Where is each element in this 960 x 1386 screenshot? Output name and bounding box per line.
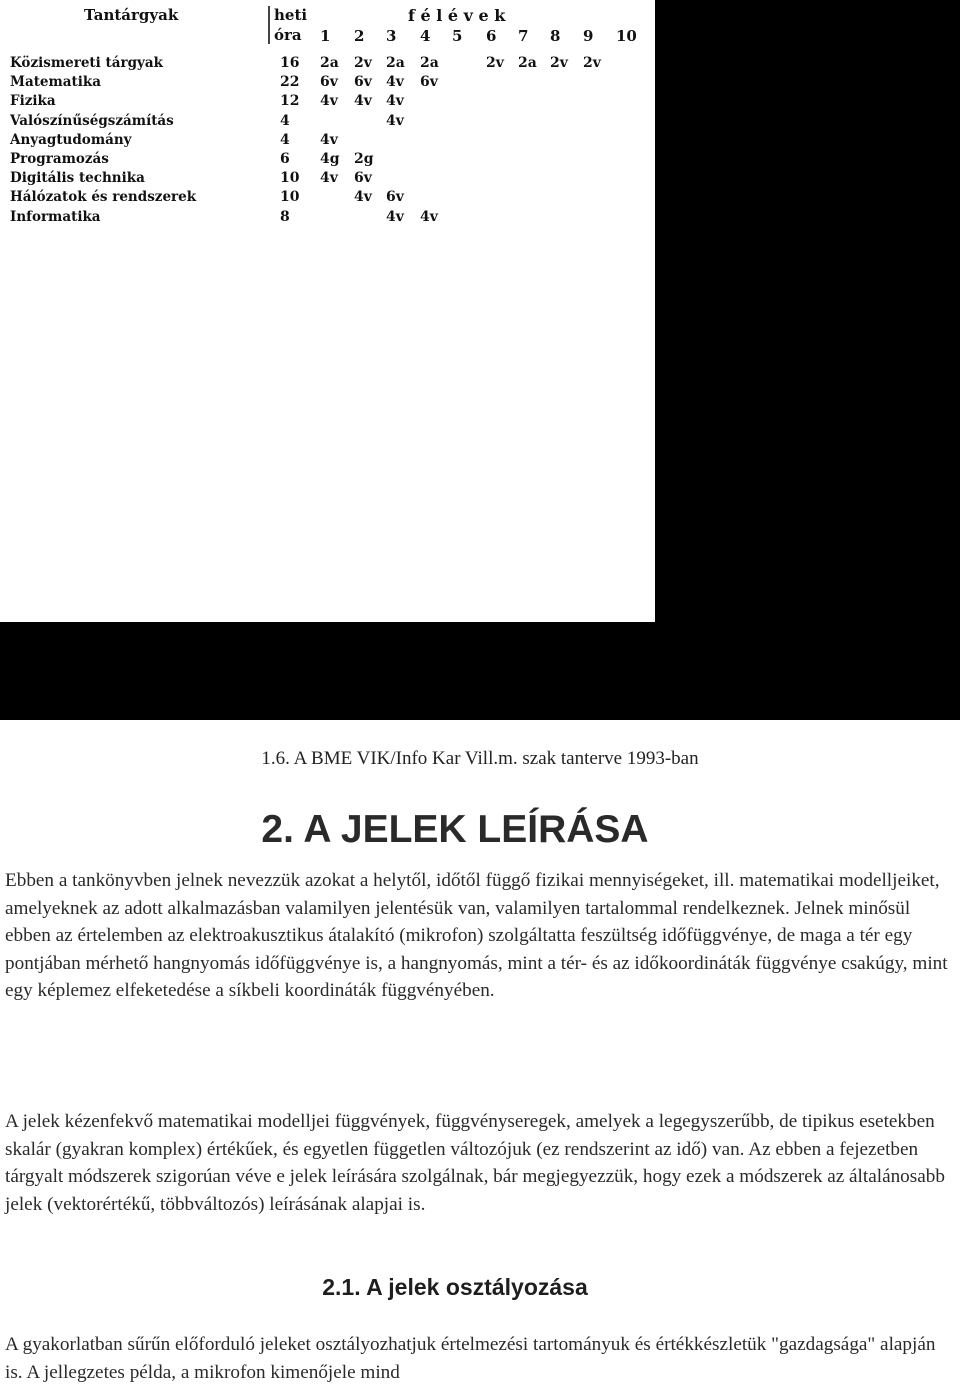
hours-header-line1: heti — [274, 6, 308, 24]
semester-cell: 4v — [386, 208, 404, 225]
weekly-hours: 4 — [280, 112, 290, 129]
semester-number: 10 — [616, 27, 637, 45]
paragraph-3: A gyakorlatban sűrűn előforduló jeleket osztályozhatjuk értelmezési tartományuk és értékkészletük "gazdagsága" alapján is. A jellegzetes példa, a mikrofon kimenőjele mind — [5, 1334, 936, 1383]
curriculum-table-scan — [0, 0, 655, 622]
semester-number: 5 — [452, 27, 463, 45]
semester-cell: 2v — [583, 55, 601, 71]
figure-caption: 1.6. A BME VIK/Info Kar Vill.m. szak tanterve 1993-ban — [261, 748, 699, 769]
chapter-title: 2. A JELEK LEÍRÁSA — [261, 808, 649, 851]
weekly-hours: 4 — [280, 131, 290, 148]
semester-number: 2 — [354, 27, 365, 45]
semester-cell: 6v — [320, 74, 338, 91]
weekly-hours: 8 — [280, 208, 290, 225]
semesters-header: f é l é v e k — [408, 6, 506, 25]
semester-cell: 4v — [386, 112, 404, 129]
paragraph-1: Ebben a tankönyvben jelnek nevezzük azokat a helytől, időtől függő fizikai mennyiségeket, ill. matematikai modelljeiket, amelyeknek az adott alkalmazásban valamilyen jelentésük van, valamilyen tartalommal rendelkeznek. Jelnek minősül ebben az értelemben az elektroakusztikus átalakító (mikrofon) szolgáltatta feszültség időfüggvénye, de maga a tér egy pontjában mérhető hangnyomás időfüggvénye is, a hangnyomás, mint a tér- és az időkoordináták függvénye csakúgy, mint egy képlemez elfeketedése a síkbeli koordináták függvényében. — [5, 870, 948, 1002]
semester-cell: 2v — [354, 55, 372, 71]
subject-name: Matematika — [10, 74, 102, 91]
semester-cell: 6v — [420, 74, 438, 91]
subject-name: Közismereti tárgyak — [10, 55, 163, 71]
subject-name: Programozás — [10, 151, 109, 167]
weekly-hours: 22 — [280, 74, 300, 91]
semester-cell: 4v — [386, 93, 404, 110]
weekly-hours: 10 — [280, 170, 300, 187]
semester-cell: 4v — [320, 131, 338, 148]
semester-cell: 2a — [518, 55, 537, 71]
semester-cell: 4g — [320, 151, 340, 167]
subject-name: Digitális technika — [10, 170, 145, 187]
semester-cell: 4v — [320, 93, 338, 110]
weekly-hours: 6 — [280, 151, 290, 167]
semester-cell: 4v — [320, 170, 338, 187]
weekly-hours: 16 — [280, 55, 300, 71]
semester-cell: 2a — [420, 55, 439, 71]
semester-number: 7 — [518, 27, 529, 45]
paragraph-2: A jelek kézenfekvő matematikai modelljei függvények, függvényseregek, amelyek a legegyszerűbb, de tipikus esetekben skalár (gyakran komplex) értékűek, és egyetlen független változójuk (ez rendszerint az idő) van. Az ebben a fejezetben tárgyalt módszerek szigorúan véve e jelek leírására szolgálnak, bár megjegyezzük, hogy ezek a módszerek az általánosabb jelek (vektorértékű, többváltozós) leírásának alapjai is. — [5, 1111, 945, 1215]
subject-name: Informatika — [10, 208, 101, 225]
semester-number: 4 — [420, 27, 431, 45]
semester-number: 6 — [486, 27, 497, 45]
semester-number: 9 — [583, 27, 594, 45]
semester-cell: 6v — [386, 189, 404, 206]
semester-cell: 2a — [320, 55, 339, 71]
semester-cell: 2g — [354, 151, 374, 167]
semester-cell: 4v — [420, 208, 438, 225]
subject-name: Anyagtudomány — [10, 131, 132, 148]
semester-number: 3 — [386, 27, 397, 45]
subject-name: Hálózatok és rendszerek — [10, 189, 197, 206]
weekly-hours: 12 — [280, 93, 300, 110]
semester-cell: 6v — [354, 74, 372, 91]
semester-cell: 2v — [550, 55, 568, 71]
header-divider — [268, 6, 270, 44]
semester-cell: 4v — [354, 93, 372, 110]
subject-name: Fizika — [10, 93, 56, 110]
semester-cell: 2a — [386, 55, 405, 71]
semester-cell: 4v — [354, 189, 372, 206]
subjects-header: Tantárgyak — [84, 6, 179, 24]
section-title: 2.1. A jelek osztályozása — [322, 1274, 588, 1300]
semester-cell: 6v — [354, 170, 372, 187]
semester-number: 1 — [320, 27, 331, 45]
hours-header-line2: óra — [274, 26, 302, 44]
subject-name: Valószínűségszámítás — [10, 112, 174, 129]
semester-cell: 2v — [486, 55, 504, 71]
semester-number: 8 — [550, 27, 561, 45]
weekly-hours: 10 — [280, 189, 300, 206]
semester-cell: 4v — [386, 74, 404, 91]
